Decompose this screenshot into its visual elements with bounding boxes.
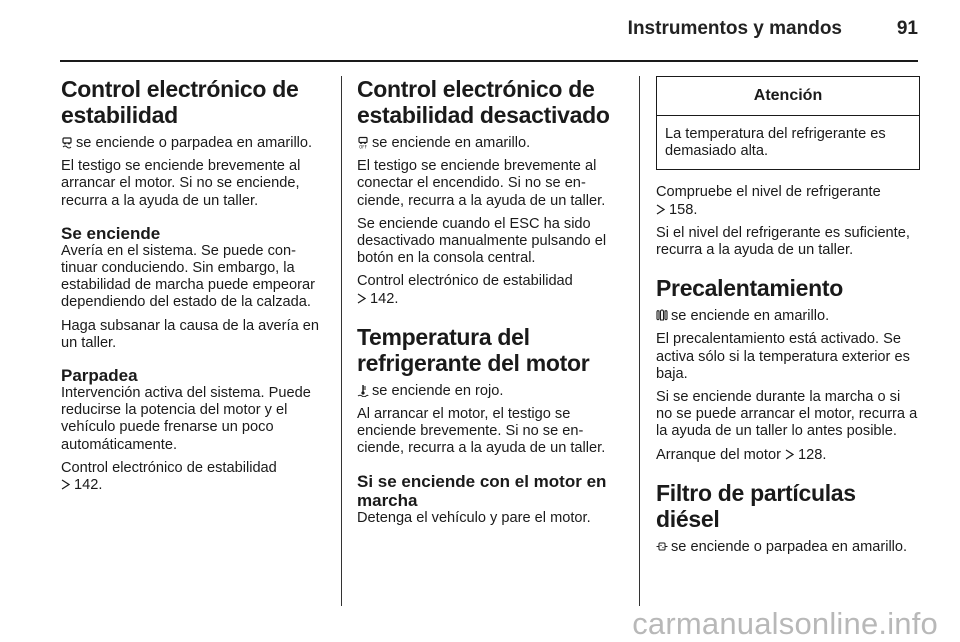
- coolant-temperature-icon: [357, 384, 369, 397]
- glow-p1: se enciende en amarillo.: [671, 308, 830, 325]
- parpadea-p2: Control electrónico de estabilidad: [61, 459, 277, 476]
- header-rule: [60, 60, 918, 62]
- reference-triangle-icon: [785, 449, 794, 460]
- paragraph: [656, 308, 920, 325]
- glow-p3: Si se enciende durante la marcha o si no se puede arrancar el motor, recurra a la ayuda de un taller lo antes posible.: [656, 389, 918, 440]
- coolant-p2: Al arrancar el motor, el testigo se enciende brevemente. Si no se enciende, recurra a la ayuda de un taller.: [357, 406, 606, 457]
- attention-text: La temperatura del refrigerante es demasiado alta.: [665, 126, 886, 160]
- paragraph: [357, 383, 623, 400]
- glow-plug-icon: [656, 309, 668, 322]
- page-reference-link[interactable]: 142.: [370, 290, 399, 307]
- paragraph: [656, 447, 920, 464]
- section-heading-coolant: Temperatura del refrigerante del motor: [357, 323, 590, 376]
- paragraph: [656, 539, 920, 556]
- subheading-motor-en-marcha: Si se enciende con el motor en marcha: [357, 471, 607, 510]
- paragraph: [61, 135, 325, 152]
- subheading-se-enciende: Se enciende: [61, 223, 161, 243]
- page-header: [0, 0, 960, 62]
- svg-text:OFF: OFF: [359, 144, 367, 149]
- section-heading-glow: Precalentamiento: [656, 275, 843, 302]
- esc-off-p3: Se enciende cuando el ESC ha sido desactivado manualmente pulsando el botón en la consola central.: [357, 215, 607, 267]
- dpf-p1: se enciende o parpadea en amarillo.: [671, 538, 908, 555]
- column-1: [61, 76, 325, 500]
- column-2: [357, 76, 623, 533]
- particle-filter-icon: [656, 540, 668, 553]
- esc-car-skid-icon: [61, 136, 73, 149]
- column-divider: [341, 76, 342, 606]
- esc-off-p2: El testigo se enciende brevemente al conectar el encendido. Si no se enciende, recurra a la ayuda de un taller.: [357, 158, 606, 209]
- paragraph: [357, 273, 623, 307]
- glow-p2: El precalentamiento está activado. Se activa sólo si la temperatura exterior es baja.: [656, 331, 910, 382]
- paragraph: [357, 135, 623, 152]
- coolant-p1: se enciende en rojo.: [372, 382, 504, 399]
- esc-off-p1: se enciende en amarillo.: [372, 135, 531, 151]
- se-enciende-p1: Avería en el sistema. Se puede continuar conduciendo. Sin embargo, la estabilidad de marcha puede empeorar dependiendo del estado de la calzada.: [61, 242, 315, 311]
- coolant-check-text: Compruebe el nivel de refrigerante: [656, 184, 881, 201]
- page-reference-link[interactable]: 142.: [74, 477, 103, 494]
- esc-p1: se enciende o parpadea en amarillo.: [76, 135, 313, 151]
- reference-triangle-icon: [656, 204, 665, 215]
- reference-triangle-icon: [357, 293, 366, 304]
- header-title: Instrumentos y mandos: [627, 18, 842, 39]
- paragraph: [656, 184, 920, 218]
- watermark: carmanualsonline.info: [632, 606, 938, 641]
- section-heading-esc: Control electrónico de estabilidad: [61, 76, 299, 128]
- column-divider: [639, 76, 640, 606]
- se-enciende-p2: Haga subsanar la causa de la avería en un taller.: [61, 317, 319, 351]
- esc-off-icon: [357, 136, 369, 149]
- parpadea-p1: Intervención activa del sistema. Puede reducirse la potencia del motor y el vehículo puede frenarse un poco automáticamente.: [61, 385, 311, 453]
- column-3: [656, 76, 920, 562]
- attention-title: Atención: [657, 77, 919, 116]
- section-heading-esc-off: Control electrónico de estabilidad desactivado: [357, 76, 610, 128]
- coolant-p3: Detenga el vehículo y pare el motor.: [357, 509, 591, 526]
- glow-p4: Arranque del motor: [656, 446, 781, 463]
- section-heading-dpf: Filtro de partículas diésel: [656, 479, 856, 532]
- subheading-parpadea: Parpadea: [61, 366, 138, 386]
- coolant-level-text: Si el nivel del refrigerante es suficiente, recurra a la ayuda de un taller.: [656, 224, 910, 259]
- esc-p2: El testigo se enciende brevemente al arrancar el motor. Si no se enciende, recurra a la ayuda de un taller.: [61, 158, 301, 209]
- reference-triangle-icon: [61, 479, 70, 490]
- page-number: 91: [896, 18, 918, 39]
- attention-box: [656, 76, 920, 170]
- page-reference-link[interactable]: 158.: [669, 201, 698, 218]
- paragraph: [61, 460, 325, 494]
- page-reference-link[interactable]: 128.: [798, 446, 827, 463]
- esc-off-p4: Control electrónico de estabilidad: [357, 273, 573, 290]
